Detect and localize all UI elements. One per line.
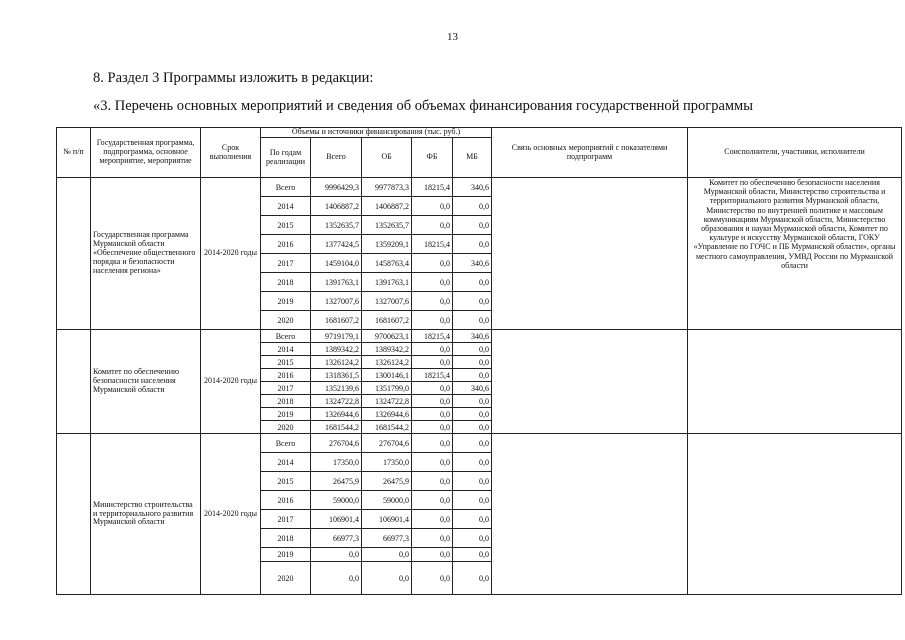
ob-cell: 1359209,1 bbox=[362, 235, 412, 254]
year-cell: 2018 bbox=[261, 273, 311, 292]
header-link: Связь основных мероприятий с показателями подпрограмм bbox=[492, 128, 688, 178]
row-number bbox=[57, 178, 91, 330]
year-cell: 2016 bbox=[261, 369, 311, 382]
ob-cell: 1324722,8 bbox=[362, 395, 412, 408]
mb-cell: 0,0 bbox=[453, 529, 492, 548]
total-cell: 0,0 bbox=[311, 548, 362, 562]
program-name: Государственная программа Мурманской области «Обеспечение общественного порядка и безопасности населения региона» bbox=[91, 178, 201, 330]
ob-cell: 0,0 bbox=[362, 548, 412, 562]
ob-cell: 1391763,1 bbox=[362, 273, 412, 292]
indicator-link-cell bbox=[492, 434, 688, 595]
year-cell: 2020 bbox=[261, 421, 311, 434]
fb-cell: 18215,4 bbox=[412, 235, 453, 254]
mb-cell: 0,0 bbox=[453, 408, 492, 421]
ob-cell: 66977,3 bbox=[362, 529, 412, 548]
year-cell: 2020 bbox=[261, 311, 311, 330]
year-cell: 2018 bbox=[261, 395, 311, 408]
fb-cell: 0,0 bbox=[412, 382, 453, 395]
indicator-link-cell bbox=[492, 330, 688, 434]
header-fb: ФБ bbox=[412, 138, 453, 178]
ob-cell: 1389342,2 bbox=[362, 343, 412, 356]
year-cell: Всего bbox=[261, 178, 311, 197]
fb-cell: 0,0 bbox=[412, 548, 453, 562]
total-cell: 1318361,5 bbox=[311, 369, 362, 382]
ob-cell: 1300146,1 bbox=[362, 369, 412, 382]
indicator-link-cell bbox=[492, 178, 688, 330]
header-funding-group: Объемы и источники финансирования (тыс. руб.) bbox=[261, 128, 492, 138]
fb-cell: 0,0 bbox=[412, 273, 453, 292]
year-cell: 2019 bbox=[261, 292, 311, 311]
ob-cell: 0,0 bbox=[362, 562, 412, 595]
mb-cell: 0,0 bbox=[453, 369, 492, 382]
mb-cell: 340,6 bbox=[453, 382, 492, 395]
total-cell: 17350,0 bbox=[311, 453, 362, 472]
total-cell: 1391763,1 bbox=[311, 273, 362, 292]
total-cell: 1377424,5 bbox=[311, 235, 362, 254]
total-cell: 1327007,6 bbox=[311, 292, 362, 311]
header-total: Всего bbox=[311, 138, 362, 178]
mb-cell: 0,0 bbox=[453, 343, 492, 356]
header-num: № п/п bbox=[57, 128, 91, 178]
executors-cell bbox=[688, 330, 902, 434]
total-cell: 276704,6 bbox=[311, 434, 362, 453]
total-cell: 0,0 bbox=[311, 562, 362, 595]
ob-cell: 1458763,4 bbox=[362, 254, 412, 273]
ob-cell: 9977873,3 bbox=[362, 178, 412, 197]
ob-cell: 1406887,2 bbox=[362, 197, 412, 216]
mb-cell: 0,0 bbox=[453, 491, 492, 510]
executors-cell bbox=[688, 434, 902, 595]
mb-cell: 0,0 bbox=[453, 548, 492, 562]
program-name: Комитет по обеспечению безопасности населения Мурманской области bbox=[91, 330, 201, 434]
fb-cell: 0,0 bbox=[412, 562, 453, 595]
total-cell: 1352635,7 bbox=[311, 216, 362, 235]
mb-cell: 340,6 bbox=[453, 330, 492, 343]
fb-cell: 0,0 bbox=[412, 491, 453, 510]
year-cell: 2014 bbox=[261, 197, 311, 216]
year-cell: 2018 bbox=[261, 529, 311, 548]
mb-cell: 0,0 bbox=[453, 273, 492, 292]
fb-cell: 0,0 bbox=[412, 453, 453, 472]
header-ob: ОБ bbox=[362, 138, 412, 178]
section-heading: 8. Раздел 3 Программы изложить в редакции: bbox=[93, 70, 374, 86]
fb-cell: 0,0 bbox=[412, 472, 453, 491]
total-cell: 1389342,2 bbox=[311, 343, 362, 356]
ob-cell: 276704,6 bbox=[362, 434, 412, 453]
year-cell: 2016 bbox=[261, 491, 311, 510]
header-years: По годам реализации bbox=[261, 138, 311, 178]
total-cell: 1681544,2 bbox=[311, 421, 362, 434]
executors-cell: Комитет по обеспечению безопасности населения Мурманской области, Министерство строительства и территориального развития Мурманской области, Министерство по внутренней политике и массовым коммуникациям Мурманской области, Министерство образования и науки Мурманской области, Комитет по культуре и искусству Мурманской области, ГОКУ «Управление по ГОЧС и ПБ Мурманской области», органы местного самоуправления, УМВД России по Мурманской области bbox=[688, 178, 902, 330]
year-cell: 2014 bbox=[261, 343, 311, 356]
fb-cell: 18215,4 bbox=[412, 178, 453, 197]
mb-cell: 340,6 bbox=[453, 178, 492, 197]
total-cell: 1324722,8 bbox=[311, 395, 362, 408]
header-coexecutors: Соисполнители, участники, исполнители bbox=[688, 128, 902, 178]
total-cell: 1326944,6 bbox=[311, 408, 362, 421]
year-cell: 2017 bbox=[261, 254, 311, 273]
fb-cell: 0,0 bbox=[412, 529, 453, 548]
ob-cell: 9700623,1 bbox=[362, 330, 412, 343]
ob-cell: 26475,9 bbox=[362, 472, 412, 491]
fb-cell: 0,0 bbox=[412, 421, 453, 434]
execution-term: 2014-2020 годы bbox=[201, 434, 261, 595]
year-cell: 2017 bbox=[261, 510, 311, 529]
total-cell: 1406887,2 bbox=[311, 197, 362, 216]
ob-cell: 1681544,2 bbox=[362, 421, 412, 434]
year-cell: 2019 bbox=[261, 408, 311, 421]
total-cell: 9719179,1 bbox=[311, 330, 362, 343]
year-cell: 2016 bbox=[261, 235, 311, 254]
header-mb: МБ bbox=[453, 138, 492, 178]
fb-cell: 0,0 bbox=[412, 216, 453, 235]
total-cell: 1681607,2 bbox=[311, 311, 362, 330]
ob-cell: 1351799,0 bbox=[362, 382, 412, 395]
table-row bbox=[57, 330, 902, 343]
fb-cell: 0,0 bbox=[412, 510, 453, 529]
ob-cell: 59000,0 bbox=[362, 491, 412, 510]
mb-cell: 0,0 bbox=[453, 292, 492, 311]
fb-cell: 0,0 bbox=[412, 311, 453, 330]
row-number bbox=[57, 330, 91, 434]
ob-cell: 106901,4 bbox=[362, 510, 412, 529]
year-cell: Всего bbox=[261, 330, 311, 343]
row-number bbox=[57, 434, 91, 595]
total-cell: 9996429,3 bbox=[311, 178, 362, 197]
mb-cell: 0,0 bbox=[453, 235, 492, 254]
program-name: Министерство строительства и территориального развития Мурманской области bbox=[91, 434, 201, 595]
mb-cell: 0,0 bbox=[453, 453, 492, 472]
fb-cell: 0,0 bbox=[412, 434, 453, 453]
year-cell: 2015 bbox=[261, 216, 311, 235]
total-cell: 1352139,6 bbox=[311, 382, 362, 395]
table-body bbox=[57, 178, 902, 595]
fb-cell: 0,0 bbox=[412, 356, 453, 369]
mb-cell: 0,0 bbox=[453, 197, 492, 216]
total-cell: 106901,4 bbox=[311, 510, 362, 529]
execution-term: 2014-2020 годы bbox=[201, 330, 261, 434]
financing-table bbox=[56, 127, 902, 595]
total-cell: 26475,9 bbox=[311, 472, 362, 491]
fb-cell: 0,0 bbox=[412, 343, 453, 356]
total-cell: 66977,3 bbox=[311, 529, 362, 548]
fb-cell: 18215,4 bbox=[412, 330, 453, 343]
year-cell: 2019 bbox=[261, 548, 311, 562]
year-cell: 2017 bbox=[261, 382, 311, 395]
table-title: «3. Перечень основных мероприятий и сведения об объемах финансирования государственной программы bbox=[93, 98, 753, 114]
year-cell: 2015 bbox=[261, 356, 311, 369]
header-program: Государственная программа, подпрограмма, основное мероприятие, мероприятие bbox=[91, 128, 201, 178]
mb-cell: 0,0 bbox=[453, 434, 492, 453]
mb-cell: 0,0 bbox=[453, 421, 492, 434]
mb-cell: 0,0 bbox=[453, 356, 492, 369]
fb-cell: 0,0 bbox=[412, 197, 453, 216]
total-cell: 59000,0 bbox=[311, 491, 362, 510]
mb-cell: 0,0 bbox=[453, 311, 492, 330]
year-cell: 2015 bbox=[261, 472, 311, 491]
year-cell: 2014 bbox=[261, 453, 311, 472]
year-cell: Всего bbox=[261, 434, 311, 453]
ob-cell: 1327007,6 bbox=[362, 292, 412, 311]
fb-cell: 0,0 bbox=[412, 292, 453, 311]
table-row bbox=[57, 434, 902, 453]
fb-cell: 0,0 bbox=[412, 254, 453, 273]
year-cell: 2020 bbox=[261, 562, 311, 595]
total-cell: 1459104,0 bbox=[311, 254, 362, 273]
total-cell: 1326124,2 bbox=[311, 356, 362, 369]
ob-cell: 1326124,2 bbox=[362, 356, 412, 369]
mb-cell: 0,0 bbox=[453, 395, 492, 408]
mb-cell: 340,6 bbox=[453, 254, 492, 273]
table-row bbox=[57, 178, 902, 197]
ob-cell: 17350,0 bbox=[362, 453, 412, 472]
fb-cell: 0,0 bbox=[412, 408, 453, 421]
header-term: Срок выполнения bbox=[201, 128, 261, 178]
mb-cell: 0,0 bbox=[453, 510, 492, 529]
mb-cell: 0,0 bbox=[453, 562, 492, 595]
ob-cell: 1681607,2 bbox=[362, 311, 412, 330]
mb-cell: 0,0 bbox=[453, 472, 492, 491]
execution-term: 2014-2020 годы bbox=[201, 178, 261, 330]
ob-cell: 1352635,7 bbox=[362, 216, 412, 235]
mb-cell: 0,0 bbox=[453, 216, 492, 235]
fb-cell: 0,0 bbox=[412, 395, 453, 408]
ob-cell: 1326944,6 bbox=[362, 408, 412, 421]
page-number: 13 bbox=[447, 31, 458, 43]
fb-cell: 18215,4 bbox=[412, 369, 453, 382]
